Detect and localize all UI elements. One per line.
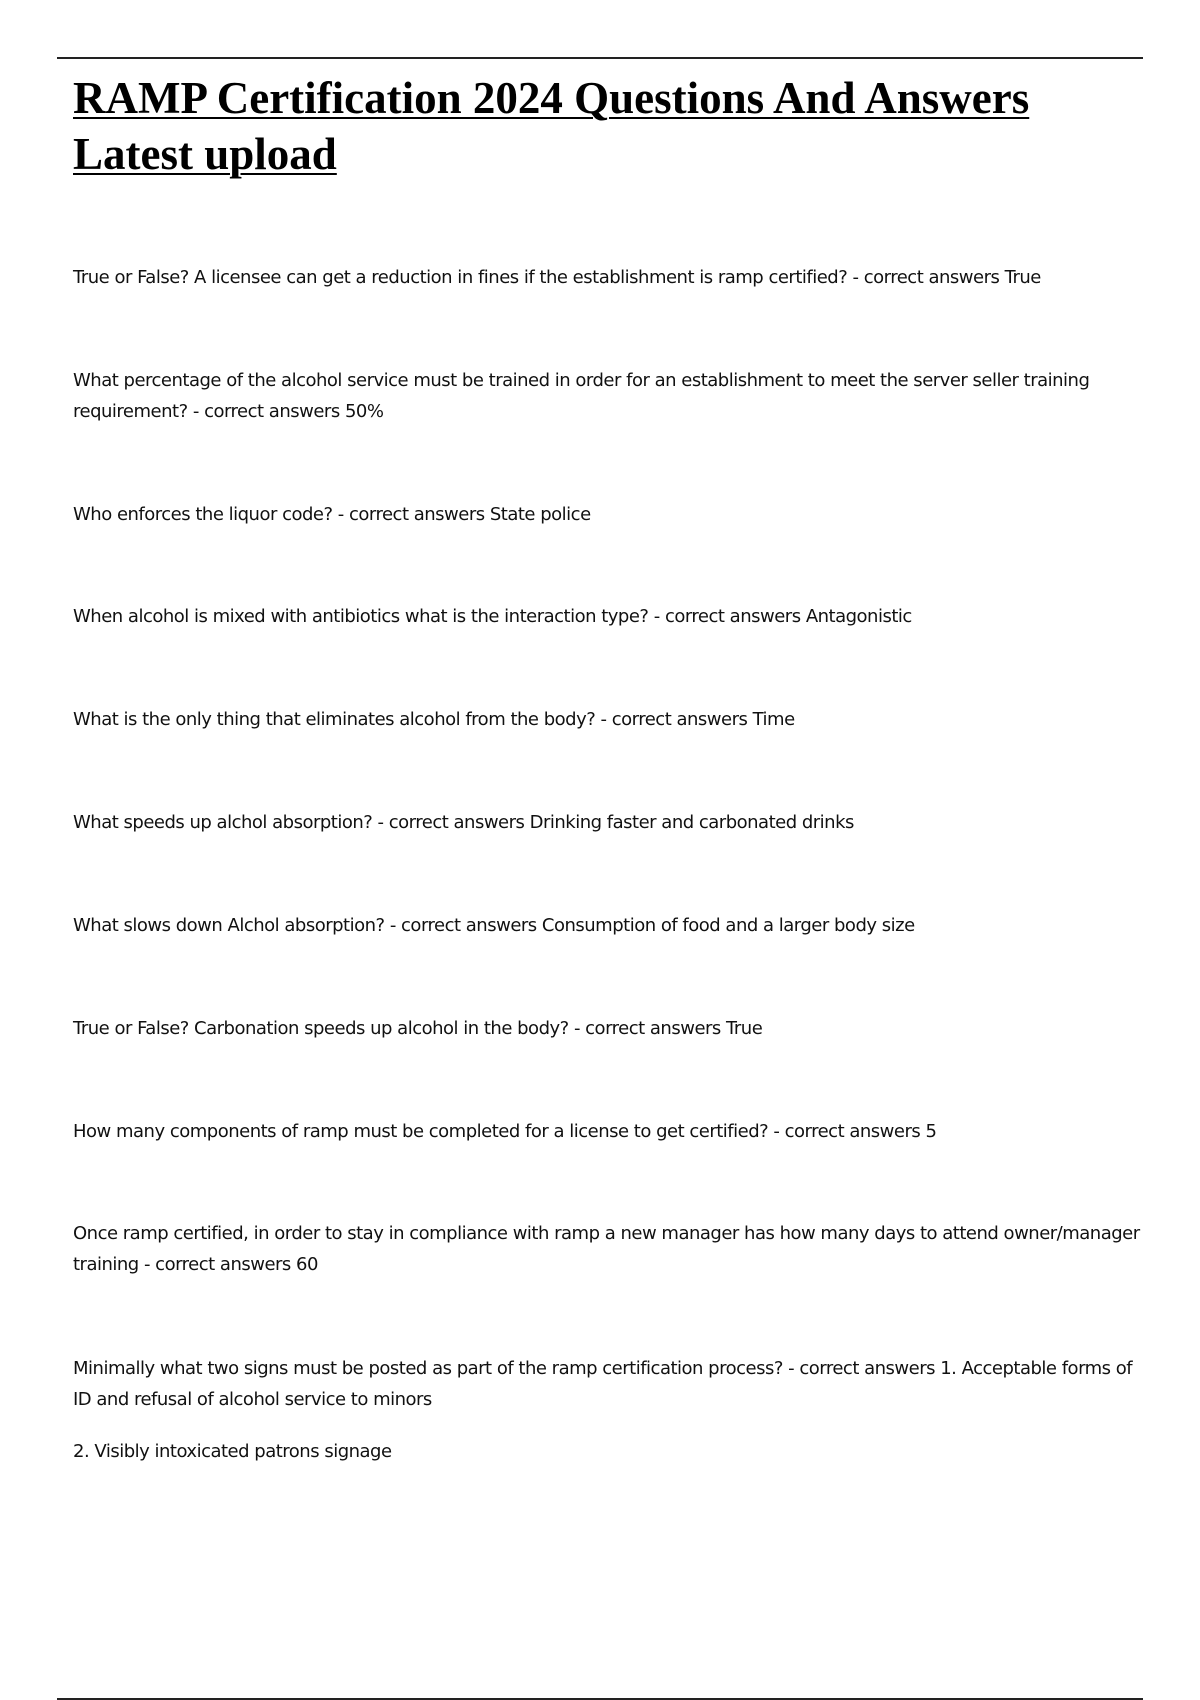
document-title: RAMP Certification 2024 Questions And Answers Latest upload [73,73,1030,179]
qa-item [73,1218,1148,1280]
qa-item [73,499,1148,530]
question-text: True or False? A licensee can get a reduction in fines if the establishment is ramp certified? [73,267,848,288]
answer-separator: - correct answers [768,1121,926,1142]
answer-text: Drinking faster and carbonated drinks [529,812,854,833]
question-text: What is the only thing that eliminates alcohol from the body? [73,709,596,730]
answer-text: True [1004,267,1041,288]
answer-separator: - correct answers [568,1018,727,1039]
qa-item [73,1013,1148,1044]
answer-text: True [726,1018,763,1039]
answer-separator: - correct answers [595,709,753,730]
qa-item [73,910,1148,941]
answer-separator: - correct answers [138,1254,297,1275]
qa-item [73,1116,1148,1147]
answer-separator: - correct answers [782,1358,941,1379]
qa-item [73,807,1148,838]
qa-item [73,704,1148,735]
question-text: Who enforces the liquor code? [73,504,333,525]
question-text: Once ramp certified, in order to stay in compliance with ramp a new manager has how many days to attend owner/manager training [73,1223,1140,1275]
answer-text: State police [489,504,591,525]
answer-text: Antagonistic [805,606,912,627]
answer-separator: - correct answers [648,606,806,627]
answer-text: Time [752,709,795,730]
question-text: Minimally what two signs must be posted as part of the ramp certification process? [73,1358,783,1379]
qa-item [73,601,1148,632]
question-text: When alcohol is mixed with antibiotics what is the interaction type? [73,606,649,627]
answer-continuation: 2. Visibly intoxicated patrons signage [73,1441,392,1462]
qa-item [73,365,1148,427]
answer-separator: - correct answers [847,267,1005,288]
answer-text: 1. Acceptable forms of ID and refusal of alcohol service to minors [73,1358,1138,1410]
question-text: True or False? Carbonation speeds up alcohol in the body? [73,1018,569,1039]
answer-text: Consumption of food and a larger body size [541,915,915,936]
qa-item [73,262,1148,293]
answer-text: 60 [296,1254,318,1275]
top-rule [57,57,1143,59]
answer-separator: - correct answers [384,915,542,936]
question-text: What percentage of the alcohol service must be trained in order for an establishment to meet the server seller training requirement? [73,370,1090,422]
answer-separator: - correct answers [187,401,345,422]
answer-separator: - correct answers [372,812,530,833]
question-text: What speeds up alchol absorption? [73,812,373,833]
answer-separator: - correct answers [332,504,490,525]
answer-text: 5 [925,1121,937,1142]
question-text: How many components of ramp must be completed for a license to get certified? [73,1121,769,1142]
qa-item [73,1353,1148,1415]
answer-text: 50% [344,401,384,422]
question-text: What slows down Alchol absorption? [73,915,385,936]
